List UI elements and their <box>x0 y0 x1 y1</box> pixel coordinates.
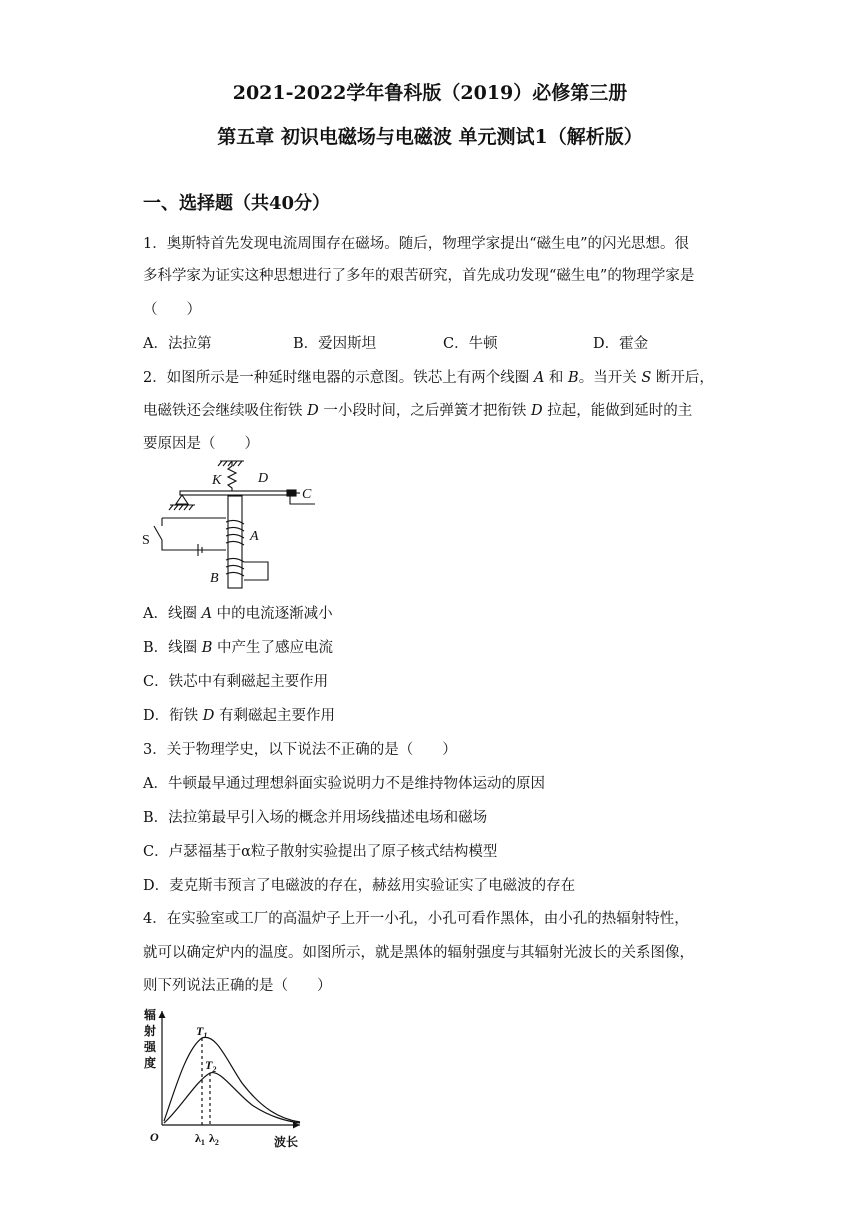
curve-t2-label: $T_2$ <box>205 1058 217 1074</box>
q1-line-2: 多科学家为证实这种思想进行了多年的艰苦研究，首先成功发现“磁生电”的物理学家是 <box>143 268 695 284</box>
y-axis-label-3: 强 <box>144 1040 157 1054</box>
label-a: A <box>250 529 259 544</box>
q1-line-3: （ ） <box>143 302 201 318</box>
q2-option-c: C．铁芯中有剩磁起主要作用 <box>143 674 329 690</box>
q2-line-3: 要原因是（ ） <box>143 436 259 452</box>
curve-t1-label: $T_1$ <box>196 1024 208 1040</box>
lambda2-label: $\lambda_2$ <box>209 1131 219 1147</box>
q3-option-c: C．卢瑟福基于α粒子散射实验提出了原子核式结构模型 <box>143 844 498 860</box>
y-axis-label-1: 辐 <box>144 1008 157 1022</box>
label-b: B <box>210 571 219 586</box>
q1-line-1: 1．奥斯特首先发现电流周围存在磁场。随后，物理学家提出“磁生电”的闪光思想。很 <box>143 236 690 252</box>
x-axis-label: 波长 <box>274 1135 299 1149</box>
q2-line-1: 2．如图所示是一种延时继电器的示意图。铁芯上有两个线圈 A 和 B。当开关 S 断开后， <box>143 370 714 386</box>
section-heading: 一、选择题（共40分） <box>143 193 331 214</box>
relay-diagram <box>140 458 325 593</box>
q3-option-d: D．麦克斯韦预言了电磁波的存在，赫兹用实验证实了电磁波的存在 <box>143 878 576 894</box>
q2-option-b: B．线圈 B 中产生了感应电流 <box>143 640 334 656</box>
label-k: K <box>212 473 222 488</box>
q1-option-c: C．牛顿 <box>443 336 498 352</box>
y-axis-label-2: 射 <box>144 1024 157 1038</box>
armature-d <box>180 491 288 495</box>
q2-option-d: D．衔铁 D 有剩磁起主要作用 <box>143 708 335 724</box>
blackbody-graph <box>140 1005 330 1155</box>
q1-option-d: D．霍金 <box>593 336 649 352</box>
q4-line-2: 就可以确定炉内的温度。如图所示，就是黑体的辐射强度与其辐射光波长的关系图像， <box>143 945 694 961</box>
label-d: D <box>258 471 269 486</box>
lambda1-label: $\lambda_1$ <box>195 1131 205 1147</box>
title-line-2: 第五章 初识电磁场与电磁波 单元测试1（解析版） <box>217 126 643 148</box>
curve-t1 <box>164 1037 300 1122</box>
spring-k <box>228 461 236 492</box>
switch-s <box>154 526 162 540</box>
coil-b-loop <box>244 562 268 580</box>
origin-label: O <box>150 1130 159 1144</box>
q4-line-3: 则下列说法正确的是（ ） <box>143 978 332 994</box>
q4-line-1: 4．在实验室或工厂的高温炉子上开一小孔，小孔可看作黑体，由小孔的热辐射特性， <box>143 911 689 927</box>
y-axis-label-4: 度 <box>144 1056 157 1070</box>
q3-stem: 3．关于物理学史，以下说法不正确的是（ ） <box>143 742 457 758</box>
label-s: S <box>142 533 150 548</box>
contact-c <box>287 490 296 496</box>
title-line-1: 2021-2022学年鲁科版（2019）必修第三册 <box>232 82 628 104</box>
q1-option-b: B．爱因斯坦 <box>293 336 377 352</box>
q2-option-a: A．线圈 A 中的电流逐渐减小 <box>143 606 333 622</box>
q2-line-2: 电磁铁还会继续吸住衔铁 D 一小段时间，之后弹簧才把衔铁 D 拉起，能做到延时的主 <box>143 403 693 419</box>
q3-option-a: A．牛顿最早通过理想斜面实验说明力不是维持物体运动的原因 <box>143 776 545 792</box>
q1-option-a: A．法拉第 <box>143 336 212 352</box>
pivot <box>176 495 188 504</box>
q3-option-b: B．法拉第最早引入场的概念并用场线描述电场和磁场 <box>143 810 488 826</box>
label-c: C <box>302 487 312 502</box>
